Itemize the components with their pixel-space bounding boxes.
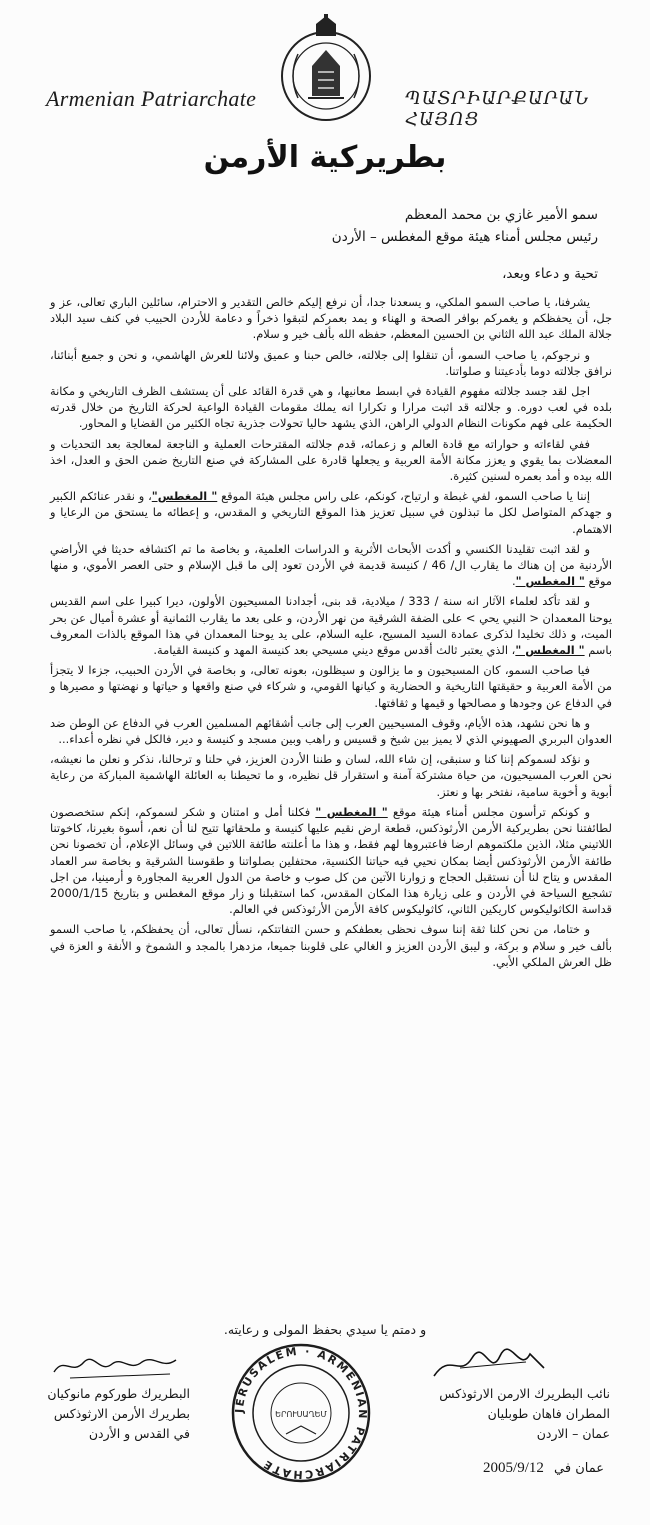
paragraph: ففي لقاءاته و حواراته مع قادة العالم و زعمائه، قدم جلالته المقترحات العملية و الناجعة لمعالجة بعد التحديات و المعضلات بما يقوي و يعزز مكانة الأمة العربية و يجعلها قادرة على المشاركة في صنع التاريخ ضمن الحق و العدل، اخذ الله بيده و أمد بعمره لسنين كثيرة.: [50, 436, 612, 484]
patriarchate-seal-icon: [226, 1338, 376, 1488]
maghtas-highlight: " المغطس": [151, 489, 218, 504]
maghtas-highlight: " المغطس ": [315, 804, 388, 819]
addressee-name: سمو الأمير غازي بن محمد المعظم: [404, 207, 598, 223]
signatory-left: [40, 1348, 190, 1444]
greeting: تحية و دعاء وبعد،: [502, 266, 598, 282]
paragraph-text: و لقد تأكد لعلماء الآثار انه سنة / 333 / ميلادية، قد بنى، أجدادنا المسيحيون الأولون، ديرا كبيرا على اسم القديس يوحنا المعمدان < النبي يحي > على الضفة الشرقية من نهر الأردن، و على بعد ما يقارب الثمانية أو عشرة أميال عن بحر الميت، و ذلك تخليدا لذكرى عمادة السيد المسيح، عليه السلام، على يد يوحنا المعمدان في هذا الموقع بالذات المعروف باسم: [50, 594, 612, 658]
signatory-left-place: في القدس و الأردن: [88, 1426, 190, 1441]
paragraph-text: فكلنا أمل و امتنان و شكر لسموكم، إنكم ستخصصون لطائفتنا نحن بطريركية الأرمن الأرثوذكس، قطعة ارض نقيم عليها كنيسة و ملحقاتها تتيح لنا أن نعم، أسوة بغيرنا، كاخوتنا اللاتيني مثلا، الذين ملكتموهم ارضا فاعتبروها لهم فقط، و هذا ما أعلنته طائفة اللاتين في وسائل الإعلام، أن تخصونا نحن طائفة الأرمن الأرثوذكس أيضا بمكان نحيي فيه حياتنا الكنسية، محتفلين بصلواتنا و طقوسنا الشرقية و بخاصة سر العماد المقدس و يتاح لنا أن نستقبل الحجاج و زوارنا الآتين من كل صوب و خاصة من الدول العربية المجاورة و أرمينيا، من اجل تشجيع السياحة في الأردن و على زيارة هذا المكان المقدس، كما استقبلنا و زار موقع المغطس و بتاريخ 2000/1/15 قداسة الكاثوليكوس كاريكين الثاني، كاثوليكوس كافة الأرمن الأرثوذكس في العالم.: [50, 804, 612, 917]
paragraph: و لقد اثبت تقليدنا الكنسي و أكدت الأبحاث الأثرية و الدراسات العلمية، و بخاصة ما تم اكتشافه حديثا في الأراضي الأردنية من إن هناك ما يقارب ال/ 46 / كنيسة قديمة في الأردن تعود إلى ما قبل الإسلام و حتى العصر الأموي، و منها موقع " المغطس ".: [50, 541, 612, 589]
signature-right-icon: [430, 1348, 550, 1384]
seal-inner-text: ԵՐՈՒՍԱՂԵՄ: [275, 1410, 327, 1419]
signatory-left-title: بطريرك الأرمن الارثوذكس: [53, 1406, 190, 1421]
signatory-left-name: البطريرك طوركوم مانوكيان: [47, 1386, 190, 1401]
letterhead-arabic: بطريركية الأرمن: [203, 140, 447, 175]
letterhead-armenian: ՊԱՏՐԻԱՐՔԱՐԱՆ ՀԱՅՈՑ: [405, 88, 590, 130]
paragraph-text: ، الذي يعتبر ثالث أقدس موقع ديني مسيحي بعد كنيسة المهد و كنيسة القيامة.: [153, 643, 516, 658]
paragraph-text: و لقد اثبت تقليدنا الكنسي و أكدت الأبحاث الأثرية و الدراسات العلمية، و بخاصة ما تم اكتشافه حديثا في الأراضي الأردنية من إن هناك ما يقارب ال/ 46 / كنيسة قديمة في الأردن تعود إلى ما قبل الإسلام و حتى العصر الأموي، و منها موقع: [50, 541, 612, 589]
paragraph: يشرفنا، يا صاحب السمو الملكي، و يسعدنا جدا، أن نرفع إليكم خالص التقدير و الاحترام، سائلين الباري تعالى، عز و جل، أن يحفظكم و يغمركم بوافر الصحة و الهناء و يمد بعمركم لتبقوا ذخراً و دعامة للأردن الحبيب في كنف سيد البلاد جلالة الملك عبد الله الثاني بن الحسين المعظم، حفظه الله بألف خير و سلام.: [50, 295, 612, 342]
paragraph: و ها نحن نشهد، هذه الأيام، وقوف المسيحيين العرب إلى جانب أشقائهم المسلمين العرب في الدفاع عن الوطن ضد العدوان البربري الصهيوني الذي لا يميز بين شيخ و قسيس و راهب وبين مسجد و كنيسة و دير، فالكل في نظره أعداء...: [50, 715, 612, 747]
paragraph: [50, 804, 612, 917]
signatory-right-place: عمان – الاردن: [536, 1426, 610, 1441]
signatory-right-name: المطران فاهان طوبليان: [487, 1406, 610, 1421]
paragraph: فيا صاحب السمو، كان المسيحيون و ما يزالون و سيظلون، بعونه تعالى، و بخاصة في الأردن الحبيب، جزءا لا يتجزأ من الأمة العربية و حقيقتها التاريخية و الحضارية و كيانها القومي، و شركاء في صنع واقعها و حياتها و نهضتها و مصيرها و في الدفاع عن وجودها و مصالحها و قيمها و ثقافتها.: [50, 663, 612, 710]
date-value: 2005/9/12: [483, 1460, 544, 1476]
maghtas-highlight: " المغطس ": [515, 643, 585, 658]
addressee-block: [332, 204, 598, 248]
seal-outer-text: JERUSALEM · ARMENIAN PATRIARCHATE: [232, 1344, 370, 1482]
signatory-right: [410, 1348, 610, 1444]
paragraph: [50, 488, 612, 537]
paragraph: و نرجوكم، يا صاحب السمو، أن تنقلوا إلى جلالته، خالص حبنا و عميق ولائنا للعرش الهاشمي، و نحن و جميع أبنائنا، نرافق جلالته دوما بأدعيتنا و صلواتنا.: [50, 347, 612, 378]
date-row: [483, 1460, 604, 1477]
closing-line: و دمتم يا سيدي بحفظ المولى و رعايته.: [223, 1322, 427, 1337]
paragraph: و نؤكد لسموكم إننا كنا و سنبقى، إن شاء الله، لسان و طننا الأردن العزيز، في حلنا و ترحالنا، نذكر و نعلن ما نعيشه، نحن العرب المسيحيون، من حياة مشتركة آمنة و استقرار قل نظيره، و ما تحيطنا به العائلة الهاشمية المباركة من رعاية أبوية و أخوية سامية، نفتخر بها و نعتز.: [50, 752, 612, 799]
letterhead-english: Armenian Patriarchate: [46, 86, 257, 111]
paragraph-text: ، و نقدر عنائكم الكبير و جهدكم المتواصل لكل ما تبذلون في سبيل تعزيز هذا الموقع التاريخي و المقدس، و إعطائه ما يستحق من الرعايا و الاهتمام.: [50, 489, 612, 536]
maghtas-highlight: " المغطس ": [515, 574, 585, 589]
date-label: عمان في: [554, 1461, 604, 1476]
letter-body: [50, 294, 612, 974]
patriarchate-emblem-icon: [278, 14, 374, 132]
paragraph: [50, 593, 612, 658]
signature-left-icon: [50, 1348, 190, 1384]
paragraph-text: و كونكم ترأسون مجلس أمناء هيئة موقع: [392, 804, 591, 819]
paragraph-text: إننا يا صاحب السمو، لفي غبطة و ارتياح، كونكم، على راس مجلس هيئة الموقع: [221, 489, 591, 504]
paragraph: اجل لقد جسد جلالته مفهوم القيادة في ابسط معانيها، و هي قدرة القائد على أن يستشف الظرف التاريخي و مكانة بلده في لعب دوره. و جلالته قد اثبت مرارا و تكرارا انه يملك مقومات القيادة الواعية لحركة التاريخ من خلال قدرته الحكيمة على فهم مكونات النظام الدولي الراهن، الذي يشهد حاليا تحولات جذرية تجاه الكثير من القضايا و المحاور.: [50, 384, 612, 431]
addressee-title: رئيس مجلس أمناء هيئة موقع المغطس – الأردن: [331, 229, 598, 245]
signatory-right-title: نائب البطريرك الارمن الارثوذكس: [439, 1386, 610, 1401]
paragraph: و ختاما، من نحن كلنا ثقة إننا سوف نحظى بعطفكم و حسن التفاتتكم، نسأل تعالى، أن يحفظكم، يا صاحب السمو بألف خير و سلام و بركة، و ليبق الأردن العزيز و الغالي على قلوبنا جميعا، مزدهرا بالمجد و الشموخ و الأنفة و العزة في ظل العرش الملكي الأبي.: [50, 922, 612, 969]
